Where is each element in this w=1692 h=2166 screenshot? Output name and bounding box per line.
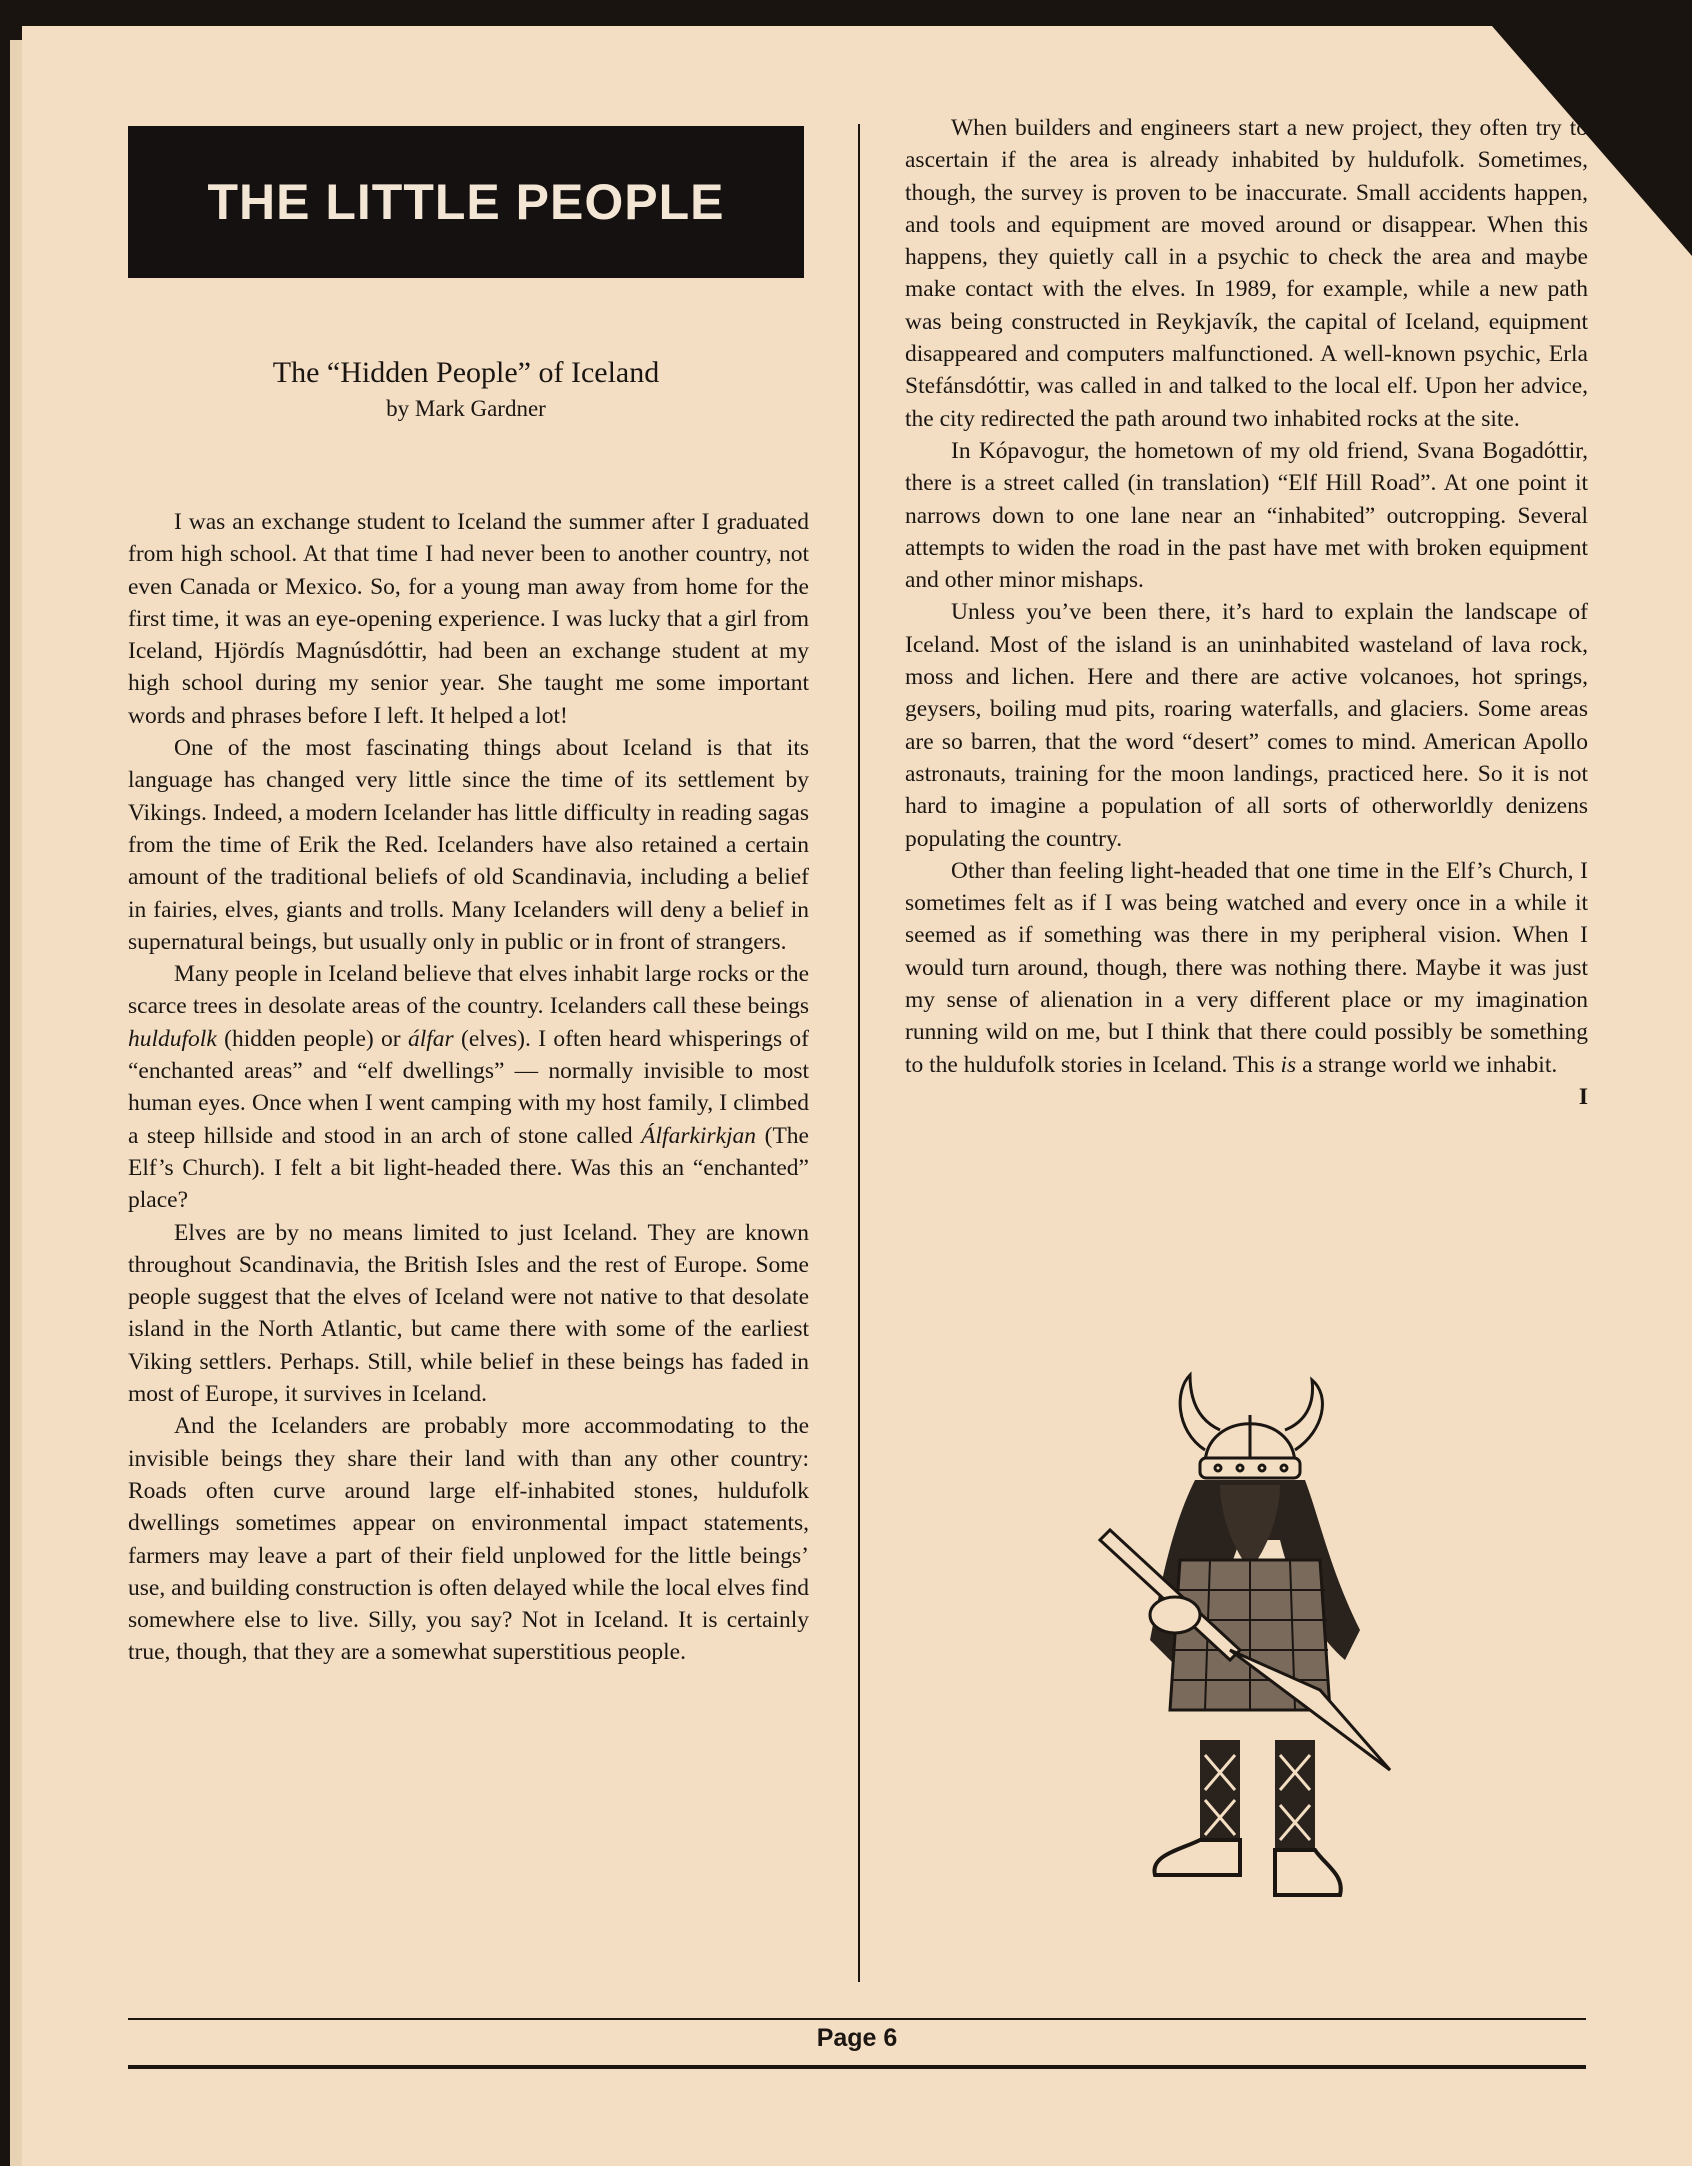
paragraph-text: Unless you’ve been there, it’s hard to explain the landscape of Iceland. Most of the island is an uninhabited wasteland of lava rock, moss and lichen. Here and there are active volcanoes, hot springs, geysers, boiling mud pits, roaring waterfalls, and glaciers. Some areas are so barren, that the word “desert” comes to mind. American Apollo astronauts, training for the moon landings, practiced here. So it is not hard to imagine a population of all sorts of otherworldly denizens populating the country. bbox=[905, 599, 1588, 852]
viking-dwarf-illustration bbox=[1080, 1370, 1410, 1910]
end-of-article-mark: I bbox=[1578, 1083, 1588, 1110]
italic-term: álfar bbox=[407, 1025, 454, 1052]
paragraph-text: In Kópavogur, the hometown of my old friend, Svana Bogadóttir, there is a street called (in translation) “Elf Hill Road”. At one point it narrows down to one lane near an “inhabited” outcropping. Several attempts to widen the road in the past have met with broken equipment and other minor mishaps. bbox=[905, 437, 1588, 594]
left-column bbox=[128, 506, 809, 1669]
paragraph-text: (hidden people) or bbox=[216, 1025, 408, 1052]
article-paragraph bbox=[128, 958, 809, 1216]
paragraph-text: Many people in Iceland believe that elves inhabit large rocks or the scarce trees in desolate areas of the country. Icelanders call these beings bbox=[128, 961, 809, 1020]
paragraph-text: I was an exchange student to Iceland the summer after I graduated from high school. At that time I had never been to another country, not even Canada or Mexico. So, for a young man away from home for the first time, it was an eye-opening experience. I was lucky that a girl from Iceland, Hjördís Magnúsdóttir, had been an exchange student at my high school during my senior year. She taught me some important words and phrases before I left. It helped a lot! bbox=[128, 509, 809, 729]
paragraph-text: And the Icelanders are probably more accommodating to the invisible beings they share their land with than any other country: Roads often curve around large elf-inhabited stones, huldufolk dwellings sometimes appear on environmental impact statements, farmers may leave a part of their field unplowed for the little beings’ use, and building construction is often delayed while the local elves find somewhere else to live. Silly, you say? Not in Iceland. It is certainly true, though, that they are a somewhat superstitious people. bbox=[128, 1413, 809, 1666]
paragraph-text: Elves are by no means limited to just Iceland. They are known throughout Scandinavia, the British Isles and the rest of Europe. Some people suggest that the elves of Iceland were not native to that desolate island in the North Atlantic, but came there with some of the earliest Viking settlers. Perhaps. Still, while belief in these beings has faded in most of Europe, it survives in Iceland. bbox=[128, 1219, 809, 1408]
section-banner bbox=[128, 126, 804, 278]
italic-term: huldufolk bbox=[128, 1025, 217, 1052]
article-paragraph bbox=[128, 1410, 809, 1668]
article-paragraph bbox=[905, 855, 1588, 1110]
article-byline: by Mark Gardner bbox=[386, 396, 546, 421]
paragraph-text: (elves). I often heard whisperings of “enchanted areas” and “elf dwellings” — normally invisible to most human eyes. Once when I went camping with my host family, I climbed a steep hillside and stood in an arch of stone called bbox=[128, 1025, 810, 1149]
article-paragraph bbox=[128, 1217, 809, 1411]
paragraph-text: a strange world we inhabit. bbox=[1296, 1051, 1558, 1078]
article-paragraph bbox=[905, 112, 1588, 435]
article-paragraph bbox=[905, 596, 1588, 854]
article-paragraph bbox=[128, 506, 809, 732]
footer-rule-top bbox=[128, 2018, 1586, 2020]
paragraph-text: When builders and engineers start a new project, they often try to ascertain if the area is already inhabited by huldufolk. Sometimes, though, the survey is proven to be inaccurate. Small accidents happen, and tools and equipment are moved around or disappear. When this happens, they quietly call in a psychic to check the area and maybe make contact with the elves. In 1989, for example, while a new path was being constructed in Reykjavík, the capital of Iceland, equipment disappeared and computers malfunctioned. A well-known psychic, Erla Stefánsdóttir, was called in and talked to the local elf. Upon her advice, the city redirected the path around two inhabited rocks at the site. bbox=[905, 115, 1588, 432]
paragraph-text: One of the most fascinating things about Iceland is that its language has changed very little since the time of its settlement by Vikings. Indeed, a modern Icelander has little difficulty in reading sagas from the time of Erik the Red. Icelanders have also retained a certain amount of the traditional beliefs of old Scandinavia, including a belief in fairies, elves, giants and trolls. Many Icelanders will deny a belief in supernatural beings, but usually only in public or in front of strangers. bbox=[128, 735, 809, 955]
right-column bbox=[905, 112, 1588, 1113]
page-number: Page 6 bbox=[816, 2024, 898, 2052]
italic-term: Álfarkirkjan bbox=[641, 1122, 757, 1149]
italic-term: is bbox=[1280, 1051, 1297, 1078]
column-divider bbox=[858, 124, 860, 1982]
article-paragraph bbox=[905, 435, 1588, 596]
footer-rule-bottom bbox=[128, 2065, 1586, 2069]
article-paragraph bbox=[128, 732, 809, 958]
paragraph-text: Other than feeling light-headed that one time in the Elf’s Church, I sometimes felt as if I was being watched and every once in a while it seemed as if something was there in my peripheral vision. When I would turn around, though, there was nothing there. Maybe it was just my sense of alienation in a very different place or my imagination running wild on me, but I think that there could possibly be something to the huldufolk stories in Iceland. This bbox=[905, 857, 1588, 1078]
article-title: The “Hidden People” of Iceland bbox=[272, 356, 660, 389]
paragraph-text: (The Elf’s Church). I felt a bit light-headed there. Was this an “enchanted” place? bbox=[128, 1122, 809, 1214]
section-title: THE LITTLE PEOPLE bbox=[207, 174, 725, 230]
